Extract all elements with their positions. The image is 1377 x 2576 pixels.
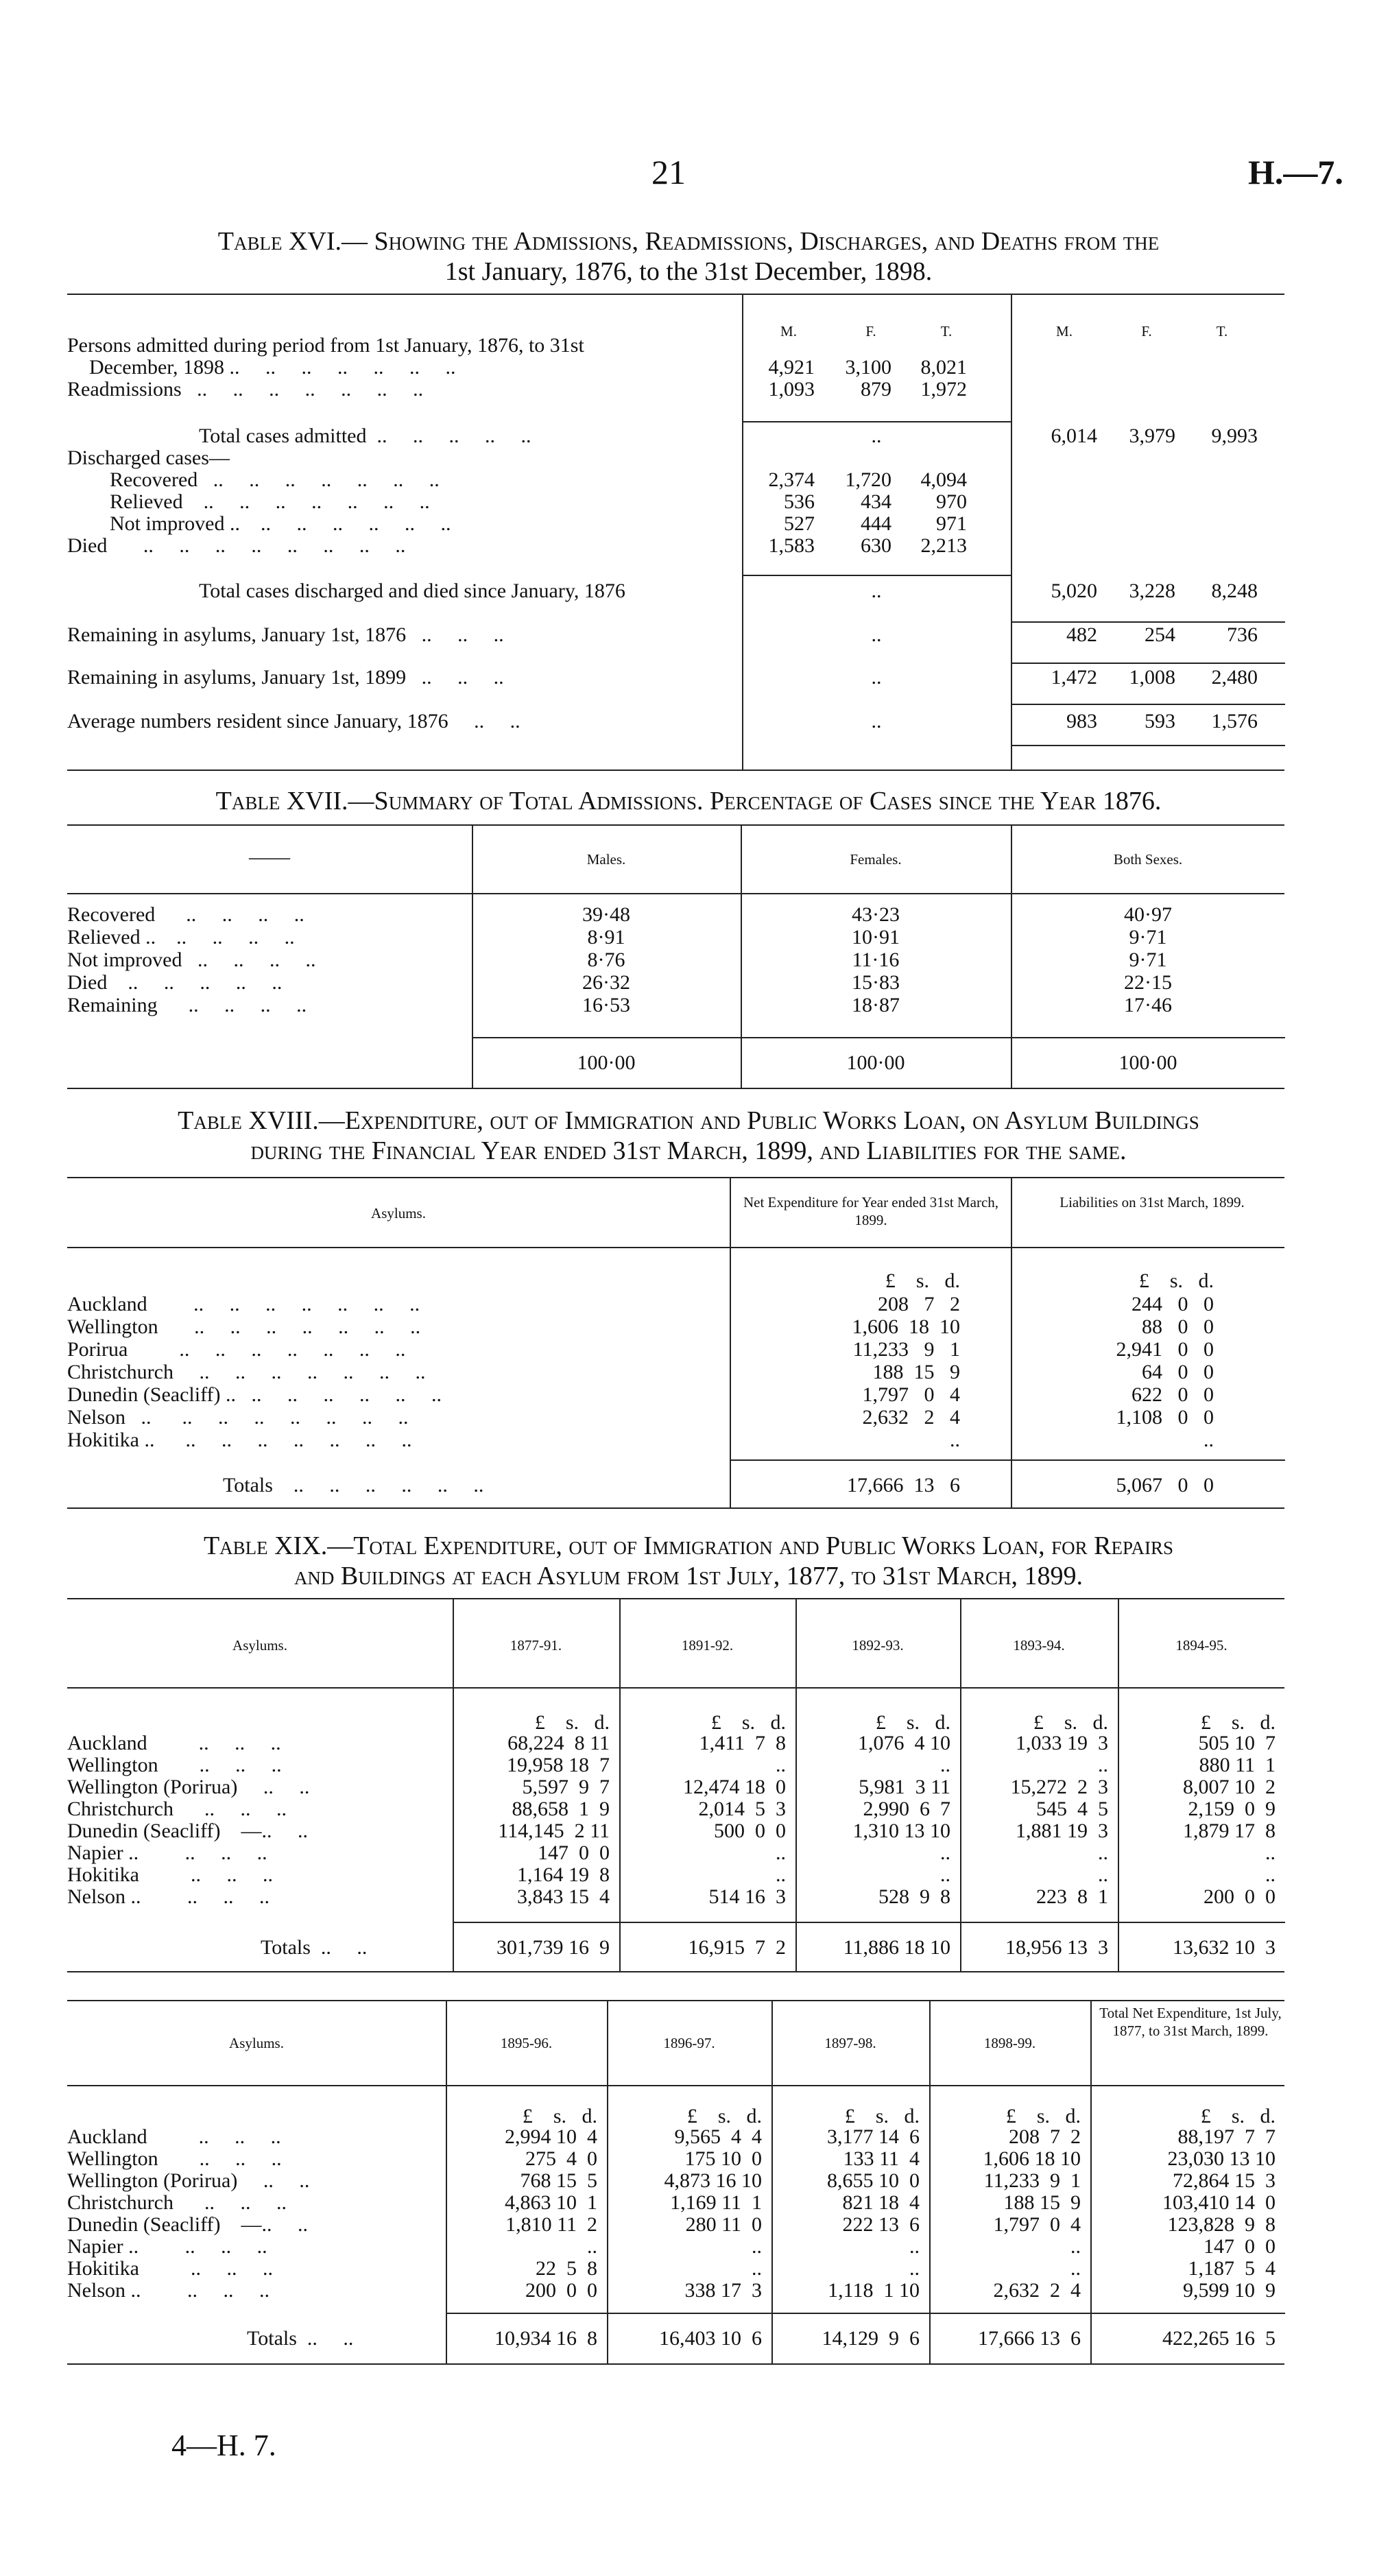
t17-stub-dash: —— bbox=[249, 846, 290, 868]
t19-value: .. bbox=[1098, 1863, 1108, 1886]
t19-value: .. bbox=[1070, 2235, 1081, 2258]
t17-row-value: 9·71 bbox=[1129, 926, 1167, 949]
t18-asylum-name: Wellington .. .. .. .. .. .. .. bbox=[67, 1315, 421, 1338]
t16-value: 5,020 bbox=[1051, 580, 1097, 602]
rule bbox=[67, 1598, 1284, 1599]
t17-row-label: Not improved .. .. .. .. bbox=[67, 949, 316, 971]
t16-value: .. bbox=[871, 666, 882, 689]
t18-total-net: 17,666 13 6 bbox=[847, 1474, 960, 1496]
t16-value: 9,993 bbox=[1211, 425, 1258, 447]
t16-head-t2: T. bbox=[1216, 323, 1228, 339]
t19-value: 200 0 0 bbox=[525, 2279, 597, 2302]
table-16-caption bbox=[0, 226, 1377, 257]
t19-value: .. bbox=[776, 1863, 786, 1886]
page-reference: H.—7. bbox=[1248, 153, 1343, 191]
t19-asylum-name: Hokitika .. .. .. bbox=[67, 1863, 273, 1886]
t19-value: 1,411 7 8 bbox=[699, 1732, 786, 1754]
t19-value: 208 7 2 bbox=[1009, 2125, 1081, 2148]
rule bbox=[1011, 745, 1285, 746]
t19-value: 12,474 18 0 bbox=[683, 1776, 786, 1798]
t19-totals-label: Totals .. .. bbox=[247, 2327, 354, 2350]
t17-row-value: 11·16 bbox=[852, 949, 900, 971]
t19-value: 175 10 0 bbox=[684, 2147, 762, 2170]
rule bbox=[1011, 621, 1285, 623]
t16-row-label: Discharged cases— bbox=[67, 446, 230, 469]
t18-asylum-name: Porirua .. .. .. .. .. .. .. bbox=[67, 1338, 406, 1361]
t19-totals-label: Totals .. .. bbox=[261, 1936, 368, 1959]
t16-value: 254 bbox=[1145, 623, 1175, 646]
t17-row-value: 8·76 bbox=[587, 949, 625, 971]
t19-value: 222 13 6 bbox=[842, 2213, 920, 2236]
t19-lsd-head: £ s. d. bbox=[1200, 1711, 1276, 1734]
t18-asylum-name: Hokitika .. .. .. .. .. .. .. .. bbox=[67, 1429, 412, 1451]
t19-value: 147 0 0 bbox=[1204, 2235, 1276, 2258]
t19-asylum-name: Auckland .. .. .. bbox=[67, 1732, 281, 1754]
t19-value: 1,033 19 3 bbox=[1016, 1732, 1108, 1754]
t19-value: .. bbox=[752, 2235, 762, 2258]
t17-head-females: Females. bbox=[850, 851, 902, 868]
t17-row-value: 26·32 bbox=[582, 971, 630, 994]
t16-value: 1,008 bbox=[1129, 666, 1175, 689]
t19-lsd-head: £ s. d. bbox=[844, 2105, 920, 2127]
t19-value: 1,169 11 1 bbox=[670, 2191, 762, 2214]
t18-lsd-liab: £ s. d. bbox=[1138, 1269, 1214, 1292]
t19-year-head: 1893-94. bbox=[1013, 1637, 1065, 1654]
rule bbox=[1011, 704, 1285, 705]
t19-value: 4,873 16 10 bbox=[664, 2169, 762, 2192]
t16-head-m: M. bbox=[780, 323, 797, 339]
rule bbox=[67, 1177, 1284, 1178]
t19-value: 514 16 3 bbox=[708, 1885, 786, 1908]
t17-row-label: Recovered .. .. .. .. bbox=[67, 903, 304, 926]
t18-net-expenditure: 2,632 2 4 bbox=[862, 1406, 960, 1429]
t18-asylum-name: Auckland .. .. .. .. .. .. .. bbox=[67, 1293, 420, 1315]
t19-asylum-name: Dunedin (Seacliff) —.. .. bbox=[67, 2213, 309, 2236]
t19-year-head: 1897-98. bbox=[824, 2035, 876, 2051]
t19-value: .. bbox=[940, 1841, 950, 1864]
t16-value: 3,100 bbox=[845, 356, 891, 379]
t16-value: 1,972 bbox=[920, 378, 967, 401]
t16-value: 1,583 bbox=[768, 534, 815, 557]
t19-asylum-name: Nelson .. .. .. .. bbox=[67, 1885, 270, 1908]
t19-value: .. bbox=[587, 2235, 597, 2258]
t19-value: 200 0 0 bbox=[1204, 1885, 1276, 1908]
t18-liability: 88 0 0 bbox=[1142, 1315, 1214, 1338]
rule bbox=[446, 2313, 1285, 2314]
t18-asylum-name: Dunedin (Seacliff) .. .. .. .. .. .. .. bbox=[67, 1383, 442, 1406]
t18-lsd-net: £ s. d. bbox=[885, 1269, 960, 1292]
t19-year-head: 1877-91. bbox=[510, 1637, 562, 1654]
t19-value: 133 11 4 bbox=[843, 2147, 920, 2170]
t19-value: 123,828 9 8 bbox=[1167, 2213, 1276, 2236]
t19-value: .. bbox=[776, 1754, 786, 1776]
t16-value: 1,720 bbox=[845, 468, 891, 491]
t19-value: 3,843 15 4 bbox=[517, 1885, 610, 1908]
t16-value: 2,213 bbox=[920, 534, 967, 557]
t19-value: 5,597 9 7 bbox=[522, 1776, 610, 1798]
column-divider bbox=[1090, 2000, 1092, 2363]
t16-value: 536 bbox=[784, 490, 815, 513]
t19-value: 15,272 2 3 bbox=[1010, 1776, 1108, 1798]
t19-value: .. bbox=[909, 2257, 920, 2280]
t19-total: 14,129 9 6 bbox=[822, 2327, 920, 2350]
t19-value: 5,981 3 11 bbox=[859, 1776, 950, 1798]
rule bbox=[67, 2085, 1284, 2086]
t16-value: 970 bbox=[936, 490, 967, 513]
t19-value: 275 4 0 bbox=[525, 2147, 597, 2170]
rule bbox=[742, 421, 1011, 422]
t19-value: 821 18 4 bbox=[842, 2191, 920, 2214]
t18-liability: 64 0 0 bbox=[1142, 1361, 1214, 1383]
t19-asylum-name: Wellington .. .. .. bbox=[67, 1754, 282, 1776]
rule bbox=[67, 1687, 1284, 1689]
table-18-caption-line1: Table XVIII.—Expenditure, out of Immigration and Public Works Loan, on Asylum Buildings bbox=[178, 1106, 1199, 1135]
t19-value: .. bbox=[752, 2257, 762, 2280]
t16-value: 1,472 bbox=[1051, 666, 1097, 689]
t19-year-head: 1892-93. bbox=[852, 1637, 904, 1654]
t19-value: 880 11 1 bbox=[1199, 1754, 1276, 1776]
t19-value: 2,014 5 3 bbox=[698, 1798, 786, 1820]
rule bbox=[742, 575, 1011, 576]
t19-value: 1,310 13 10 bbox=[852, 1820, 950, 1842]
t19-value: 68,224 8 11 bbox=[507, 1732, 610, 1754]
t16-value: 1,576 bbox=[1211, 710, 1258, 732]
table-18-caption-line2: during the Financial Year ended 31st March, 1899, and Liabilities for the same. bbox=[250, 1136, 1127, 1165]
rule bbox=[67, 1088, 1284, 1089]
t18-head-asylums: Asylums. bbox=[371, 1205, 426, 1221]
t19-total: 13,632 10 3 bbox=[1173, 1936, 1276, 1959]
t16-value: .. bbox=[871, 425, 882, 447]
t17-total-males: 100·00 bbox=[577, 1051, 636, 1074]
t16-row-label: Not improved .. .. .. .. .. .. .. bbox=[110, 512, 451, 535]
t16-head-f2: F. bbox=[1141, 323, 1152, 339]
t19-total: 17,666 13 6 bbox=[978, 2327, 1081, 2350]
t18-liability: 622 0 0 bbox=[1131, 1383, 1214, 1406]
t16-row-label: Relieved .. .. .. .. .. .. .. bbox=[110, 490, 430, 513]
t17-row-value: 17·46 bbox=[1124, 994, 1172, 1016]
table-16-number: Table XVI. bbox=[217, 227, 342, 256]
t19-value: 528 9 8 bbox=[878, 1885, 950, 1908]
t17-row-label: Relieved .. .. .. .. .. bbox=[67, 926, 295, 949]
t18-liability: .. bbox=[1204, 1429, 1214, 1451]
t19-value: 9,599 10 9 bbox=[1183, 2279, 1276, 2302]
rule bbox=[1011, 663, 1285, 664]
column-divider bbox=[742, 294, 743, 770]
t16-value: 3,979 bbox=[1129, 425, 1175, 447]
t16-value: 736 bbox=[1227, 623, 1258, 646]
t18-net-expenditure: 1,606 18 10 bbox=[852, 1315, 960, 1338]
t19-asylum-name: Wellington (Porirua) .. .. bbox=[67, 2169, 310, 2192]
t19-value: 338 17 3 bbox=[684, 2279, 762, 2302]
t18-net-expenditure: 208 7 2 bbox=[878, 1293, 960, 1315]
t19-value: 22 5 8 bbox=[536, 2257, 597, 2280]
t19-total: 11,886 18 10 bbox=[843, 1936, 950, 1959]
t19-value: .. bbox=[1265, 1841, 1276, 1864]
rule bbox=[67, 770, 1284, 771]
t19-lsd-head: £ s. d. bbox=[875, 1711, 950, 1734]
t17-row-value: 18·87 bbox=[852, 994, 900, 1016]
t16-row-label: Total cases admitted .. .. .. .. .. bbox=[199, 425, 531, 447]
t16-row-label: Died .. .. .. .. .. .. .. .. bbox=[67, 534, 406, 557]
table-16-caption-line2: 1st January, 1876, to the 31st December, 1898. bbox=[444, 257, 933, 286]
t19-value: 88,658 1 9 bbox=[512, 1798, 610, 1820]
t16-value: .. bbox=[871, 710, 882, 732]
t18-totals-label: Totals .. .. .. .. .. .. bbox=[223, 1474, 484, 1496]
page-number: 21 bbox=[651, 153, 686, 191]
t19-lsd-head: £ s. d. bbox=[1005, 2105, 1081, 2127]
t18-net-expenditure: 11,233 9 1 bbox=[852, 1338, 960, 1361]
t17-row-value: 43·23 bbox=[852, 903, 900, 926]
rule bbox=[67, 1507, 1284, 1509]
t16-value: 630 bbox=[861, 534, 891, 557]
t19-value: 114,145 2 11 bbox=[498, 1820, 610, 1842]
rule bbox=[67, 2363, 1284, 2365]
t17-row-value: 22·15 bbox=[1124, 971, 1172, 994]
t19-value: 4,863 10 1 bbox=[505, 2191, 597, 2214]
t19-value: 2,990 6 7 bbox=[863, 1798, 950, 1820]
t16-row-label: Remaining in asylums, January 1st, 1899 .. .. .. bbox=[67, 666, 504, 689]
t19-value: 8,655 10 0 bbox=[827, 2169, 920, 2192]
t16-head-f: F. bbox=[865, 323, 876, 339]
t19-asylum-name: Nelson .. .. .. .. bbox=[67, 2279, 270, 2302]
t17-row-value: 10·91 bbox=[852, 926, 900, 949]
t19-value: 280 11 0 bbox=[685, 2213, 762, 2236]
t16-value: 8,248 bbox=[1211, 580, 1258, 602]
t16-row-label: Remaining in asylums, January 1st, 1876 .. .. .. bbox=[67, 623, 504, 646]
t19-year-head: 1896-97. bbox=[663, 2035, 715, 2051]
t19-asylum-name: Hokitika .. .. .. bbox=[67, 2257, 273, 2280]
t16-value: 2,480 bbox=[1211, 666, 1258, 689]
t19-value: 2,994 10 4 bbox=[505, 2125, 597, 2148]
t19-total: 16,403 10 6 bbox=[659, 2327, 762, 2350]
t16-value: 593 bbox=[1145, 710, 1175, 732]
t17-row-label: Remaining .. .. .. .. bbox=[67, 994, 307, 1016]
rule bbox=[67, 294, 1284, 295]
t19-value: .. bbox=[1070, 2257, 1081, 2280]
t16-row-label: Readmissions .. .. .. .. .. .. .. bbox=[67, 378, 424, 401]
t19-value: .. bbox=[1098, 1754, 1108, 1776]
t18-liability: 2,941 0 0 bbox=[1116, 1338, 1214, 1361]
t19-total: 301,739 16 9 bbox=[496, 1936, 610, 1959]
t19-total: 10,934 16 8 bbox=[494, 2327, 597, 2350]
t19-asylum-name: Christchurch .. .. .. bbox=[67, 1798, 287, 1820]
t19-value: 505 10 7 bbox=[1198, 1732, 1276, 1754]
t16-value: .. bbox=[871, 623, 882, 646]
t19-value: 188 15 9 bbox=[1003, 2191, 1081, 2214]
t18-head-liabilities: Liabilities on 31st March, 1899. bbox=[1059, 1194, 1245, 1211]
t19-asylum-name: Napier .. .. .. .. bbox=[67, 2235, 267, 2258]
t16-value: 527 bbox=[784, 512, 815, 535]
column-divider bbox=[446, 2000, 447, 2363]
t19-lsd-head: £ s. d. bbox=[686, 2105, 762, 2127]
t19-value: 2,632 2 4 bbox=[993, 2279, 1081, 2302]
t16-row-label: Total cases discharged and died since January, 1876 bbox=[199, 580, 625, 602]
t19-value: 19,958 18 7 bbox=[507, 1754, 610, 1776]
t16-value: 444 bbox=[861, 512, 891, 535]
table-19-caption-line1: Table XIX.—Total Expenditure, out of Immigration and Public Works Loan, for Repairs bbox=[203, 1531, 1174, 1560]
t19-head-asylums-2: Asylums. bbox=[229, 2035, 284, 2051]
t19-total: 16,915 7 2 bbox=[688, 1936, 786, 1959]
t19-value: 23,030 13 10 bbox=[1167, 2147, 1276, 2170]
t19-value: 1,606 18 10 bbox=[983, 2147, 1081, 2170]
t16-value: 4,094 bbox=[920, 468, 967, 491]
rule bbox=[67, 893, 1284, 894]
table-17-caption: Table XVII.—Summary of Total Admissions. Percentage of Cases since the Year 1876. bbox=[215, 787, 1162, 815]
t16-value: 482 bbox=[1066, 623, 1097, 646]
t16-row-label: December, 1898 .. .. .. .. .. .. .. bbox=[89, 356, 456, 379]
t18-net-expenditure: 188 15 9 bbox=[872, 1361, 960, 1383]
t19-total: 422,265 16 5 bbox=[1162, 2327, 1276, 2350]
table-16-caption-line1: — Showing the Admissions, Readmissions, Discharges, and Deaths from the bbox=[341, 227, 1160, 256]
t17-total-females: 100·00 bbox=[846, 1051, 905, 1074]
column-divider bbox=[771, 2000, 773, 2363]
t19-year-head: 1895-96. bbox=[500, 2035, 553, 2051]
t16-row-label: Recovered .. .. .. .. .. .. .. bbox=[110, 468, 440, 491]
t19-value: .. bbox=[940, 1863, 950, 1886]
t16-value: 6,014 bbox=[1051, 425, 1097, 447]
t19-value: 11,233 9 1 bbox=[983, 2169, 1081, 2192]
t19-asylum-name: Wellington (Porirua) .. .. bbox=[67, 1776, 310, 1798]
t19-year-head: 1898-99. bbox=[983, 2035, 1036, 2051]
t19-value: 1,879 17 8 bbox=[1183, 1820, 1276, 1842]
t19-value: 500 0 0 bbox=[714, 1820, 786, 1842]
t19-asylum-name: Christchurch .. .. .. bbox=[67, 2191, 287, 2214]
rule bbox=[453, 1922, 1285, 1923]
t19-value: 147 0 0 bbox=[538, 1841, 610, 1864]
t19-asylum-name: Dunedin (Seacliff) —.. .. bbox=[67, 1820, 309, 1842]
t19-head-total: Total Net Expenditure, 1st July, 1877, to 31st March, 1899. bbox=[1099, 2005, 1282, 2039]
t19-asylum-name: Wellington .. .. .. bbox=[67, 2147, 282, 2170]
t19-value: 223 8 1 bbox=[1036, 1885, 1108, 1908]
rule bbox=[67, 824, 1284, 826]
t19-value: 3,177 14 6 bbox=[827, 2125, 920, 2148]
rule bbox=[67, 1247, 1284, 1248]
t18-total-liab: 5,067 0 0 bbox=[1116, 1474, 1214, 1496]
t19-value: .. bbox=[1265, 1863, 1276, 1886]
table-19-caption-line2: and Buildings at each Asylum from 1st July, 1877, to 31st March, 1899. bbox=[294, 1562, 1083, 1590]
t17-row-label: Died .. .. .. .. .. bbox=[67, 971, 283, 994]
t19-value: 545 4 5 bbox=[1036, 1798, 1108, 1820]
t18-liability: 1,108 0 0 bbox=[1116, 1406, 1214, 1429]
t17-row-value: 15·83 bbox=[852, 971, 900, 994]
t17-total-both: 100·00 bbox=[1118, 1051, 1177, 1074]
t16-value: 434 bbox=[861, 490, 891, 513]
t19-year-head: 1891-92. bbox=[681, 1637, 734, 1654]
t19-value: 72,864 15 3 bbox=[1173, 2169, 1276, 2192]
t19-value: 88,197 7 7 bbox=[1177, 2125, 1276, 2148]
t17-row-value: 8·91 bbox=[587, 926, 625, 949]
t19-lsd-head: £ s. d. bbox=[1033, 1711, 1108, 1734]
t19-value: .. bbox=[776, 1841, 786, 1864]
t18-asylum-name: Christchurch .. .. .. .. .. .. .. bbox=[67, 1361, 426, 1383]
rule bbox=[67, 1971, 1284, 1972]
column-divider bbox=[730, 1177, 731, 1507]
t17-row-value: 9·71 bbox=[1129, 949, 1167, 971]
t19-value: 103,410 14 0 bbox=[1162, 2191, 1276, 2214]
t17-head-males: Males. bbox=[586, 851, 626, 868]
t16-value: 879 bbox=[861, 378, 891, 401]
t16-value: .. bbox=[871, 580, 882, 602]
t17-row-value: 40·97 bbox=[1124, 903, 1172, 926]
t19-value: .. bbox=[1098, 1841, 1108, 1864]
t16-value: 971 bbox=[936, 512, 967, 535]
rule bbox=[472, 1037, 1285, 1038]
t16-value: 8,021 bbox=[920, 356, 967, 379]
t18-net-expenditure: .. bbox=[950, 1429, 960, 1451]
t17-row-value: 16·53 bbox=[582, 994, 630, 1016]
t19-lsd-head: £ s. d. bbox=[1200, 2105, 1276, 2127]
t18-net-expenditure: 1,797 0 4 bbox=[862, 1383, 960, 1406]
t19-value: 1,797 0 4 bbox=[993, 2213, 1081, 2236]
t19-value: 768 15 5 bbox=[520, 2169, 597, 2192]
t19-value: 2,159 0 9 bbox=[1188, 1798, 1276, 1820]
t19-value: 1,187 5 4 bbox=[1188, 2257, 1276, 2280]
t19-value: 1,881 19 3 bbox=[1016, 1820, 1108, 1842]
t16-head-t: T. bbox=[940, 323, 953, 339]
t19-value: 9,565 4 4 bbox=[674, 2125, 762, 2148]
column-divider bbox=[929, 2000, 931, 2363]
t19-lsd-head: £ s. d. bbox=[534, 1711, 610, 1734]
t19-asylum-name: Napier .. .. .. .. bbox=[67, 1841, 267, 1864]
rule bbox=[67, 2000, 1284, 2001]
t19-total: 18,956 13 3 bbox=[1005, 1936, 1108, 1959]
t16-row-label: Persons admitted during period from 1st January, 1876, to 31st bbox=[67, 334, 584, 357]
t17-head-both: Both Sexes. bbox=[1113, 851, 1183, 868]
t16-value: 2,374 bbox=[768, 468, 815, 491]
page-footer: 4—H. 7. bbox=[171, 2429, 276, 2462]
t16-value: 1,093 bbox=[768, 378, 815, 401]
t18-head-net: Net Expenditure for Year ended 31st March, 1899. bbox=[743, 1194, 999, 1228]
t19-value: 1,118 1 10 bbox=[828, 2279, 920, 2302]
column-divider bbox=[1011, 294, 1012, 770]
t18-asylum-name: Nelson .. .. .. .. .. .. .. .. bbox=[67, 1406, 409, 1429]
t16-row-label: Average numbers resident since January, 1876 .. .. bbox=[67, 710, 520, 732]
t19-lsd-head: £ s. d. bbox=[710, 1711, 786, 1734]
t19-lsd-head: £ s. d. bbox=[522, 2105, 597, 2127]
t17-row-value: 39·48 bbox=[582, 903, 630, 926]
t19-head-asylums: Asylums. bbox=[232, 1637, 287, 1654]
t19-value: 1,164 19 8 bbox=[517, 1863, 610, 1886]
t16-value: 4,921 bbox=[768, 356, 815, 379]
t16-head-m2: M. bbox=[1056, 323, 1073, 339]
t19-value: .. bbox=[909, 2235, 920, 2258]
column-divider bbox=[1011, 1177, 1012, 1507]
t19-value: 1,810 11 2 bbox=[505, 2213, 597, 2236]
t16-value: 3,228 bbox=[1129, 580, 1175, 602]
t19-value: 8,007 10 2 bbox=[1183, 1776, 1276, 1798]
t19-year-head: 1894-95. bbox=[1175, 1637, 1228, 1654]
t18-liability: 244 0 0 bbox=[1131, 1293, 1214, 1315]
t16-value: 983 bbox=[1066, 710, 1097, 732]
t19-value: .. bbox=[940, 1754, 950, 1776]
column-divider bbox=[607, 2000, 608, 2363]
t19-value: 1,076 4 10 bbox=[858, 1732, 950, 1754]
rule bbox=[730, 1459, 1285, 1461]
t19-asylum-name: Auckland .. .. .. bbox=[67, 2125, 281, 2148]
